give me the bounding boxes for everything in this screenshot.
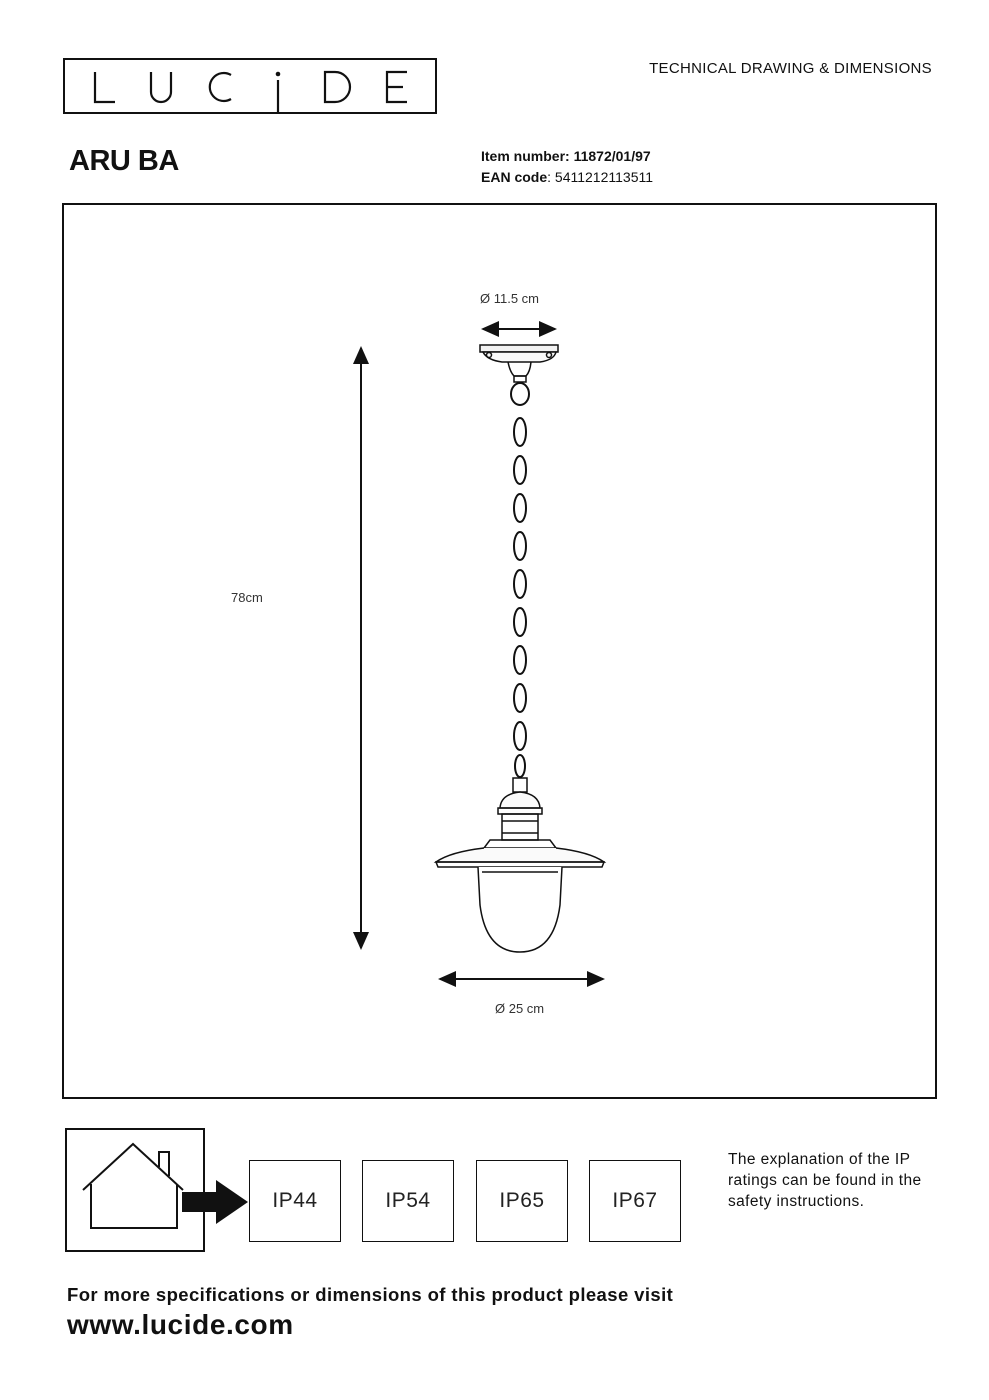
ip-explanation-note: The explanation of the IP ratings can be found in the safety instructions.: [728, 1151, 922, 1210]
ip-rating-badge: IP44: [249, 1160, 341, 1242]
item-number-value: 11872/01/97: [573, 148, 651, 164]
product-name: ARU BA: [69, 145, 179, 177]
ean-value: : 5411212113511: [547, 169, 654, 185]
bottom-diameter-label: Ø 25 cm: [495, 1001, 545, 1016]
item-number-label: Item number:: [481, 148, 570, 164]
arrow-right-icon: [182, 1178, 250, 1226]
ip-rating-badge: IP54: [362, 1160, 454, 1242]
document-type: TECHNICAL DRAWING & DIMENSIONS: [649, 60, 932, 77]
ean-label: EAN code: [481, 169, 548, 185]
footer-text: For more specifications or dimensions of this product please visit: [67, 1284, 674, 1305]
website-link[interactable]: www.lucide.com: [67, 1309, 294, 1340]
top-diameter-label: Ø 11.5 cm: [480, 291, 540, 306]
ip-rating-badge: IP67: [589, 1160, 681, 1242]
lamp: [436, 345, 604, 952]
ip-rating-badge: IP65: [476, 1160, 568, 1242]
height-label: 78cm: [231, 590, 263, 605]
